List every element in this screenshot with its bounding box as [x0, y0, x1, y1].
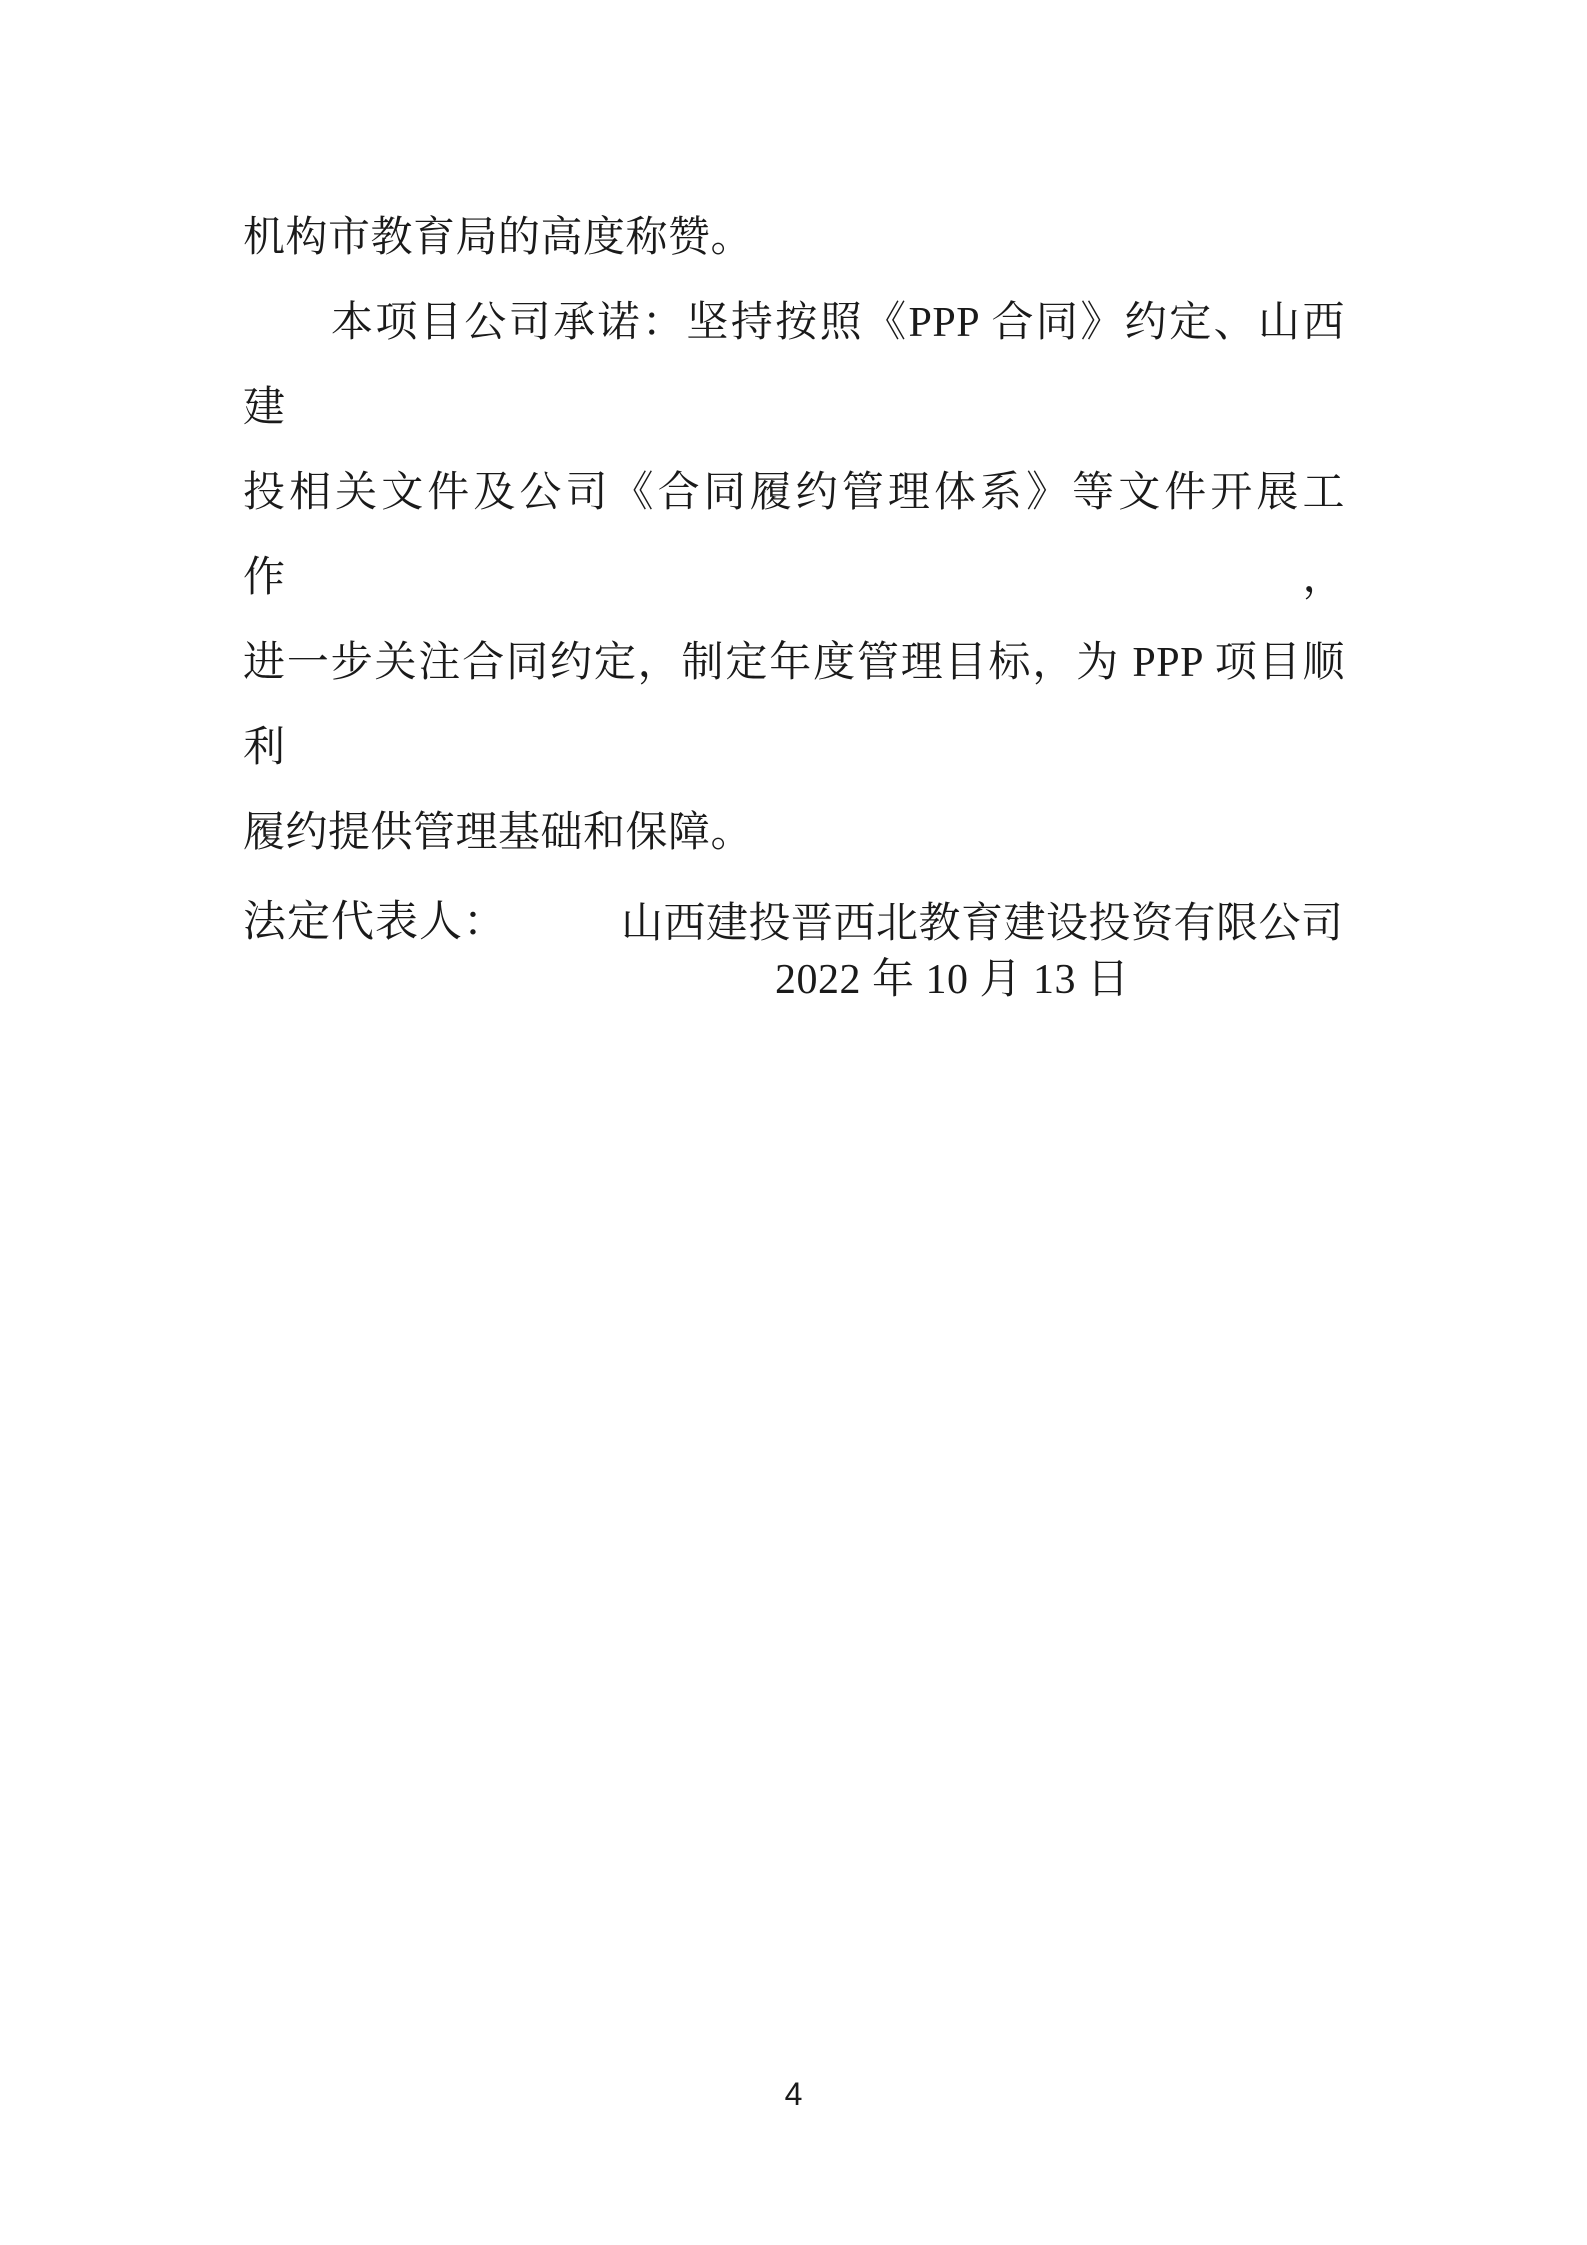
- company-name: 山西建投晋西北教育建设投资有限公司: [621, 901, 1344, 947]
- body-line-5: 履约提供管理基础和保障。: [243, 810, 754, 856]
- body-line-3: 投相关文件及公司《合同履约管理体系》等文件开展工作，: [243, 470, 1345, 601]
- page-number: 4: [784, 2076, 803, 2112]
- body-line-2: 本项目公司承诺：坚持按照《PPP 合同》约定、山西建: [243, 300, 1345, 431]
- body-line-1: 机构市教育局的高度称赞。: [243, 215, 754, 261]
- body-line-4: 进一步关注合同约定，制定年度管理目标，为 PPP 项目顺利: [243, 640, 1345, 771]
- legal-representative-label: 法定代表人：: [243, 899, 507, 946]
- signature-date: 2022 年 10 月 13 日: [775, 957, 1130, 1003]
- paragraph-block: [243, 196, 1345, 876]
